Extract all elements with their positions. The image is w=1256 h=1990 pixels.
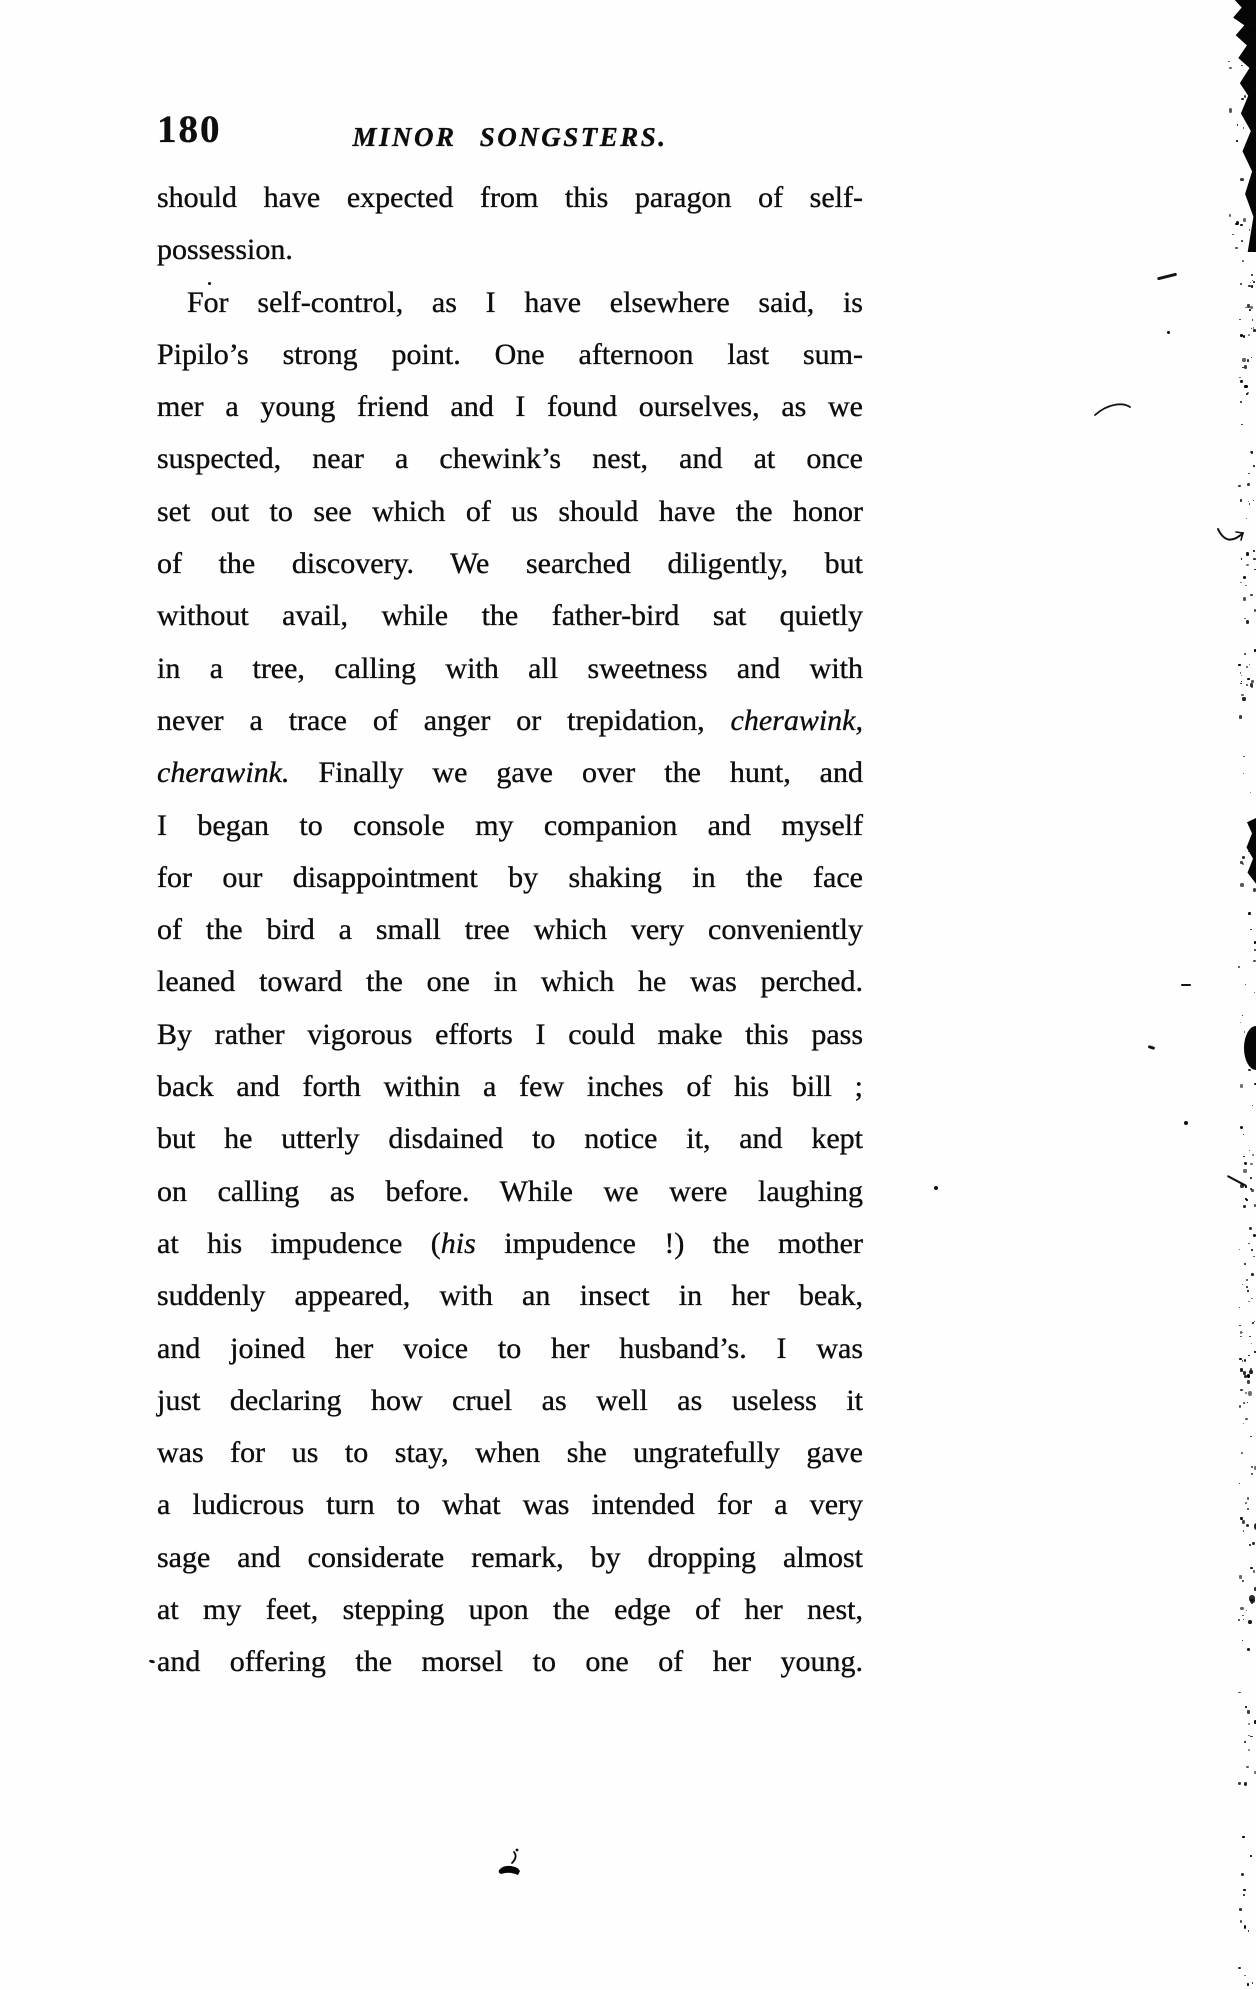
speck-artifact: [1243, 1423, 1244, 1425]
text-line: For self-control, as I have elsewhere said, is: [187, 285, 863, 319]
speck-artifact: [1243, 1889, 1245, 1891]
speck-artifact: [1253, 1256, 1256, 1258]
speck-artifact: [1249, 1055, 1252, 1057]
speck-artifact: [1236, 140, 1238, 142]
text-line: just declaring how cruel as well as useless it: [157, 1383, 863, 1417]
speck-artifact: [1240, 380, 1243, 383]
speck-artifact: [1253, 1570, 1255, 1573]
speck-artifact: [1239, 1405, 1241, 1408]
speck-artifact: [1247, 1380, 1250, 1383]
text-line: for our disappointment by shaking in the face: [157, 860, 863, 894]
speck-artifact: [1247, 1648, 1250, 1652]
speck-artifact: [1243, 756, 1245, 757]
speck-artifact: [1238, 1692, 1240, 1694]
speck-artifact: [1250, 1177, 1252, 1179]
speck-artifact: [1242, 1615, 1244, 1617]
text-line: never a trace of anger or trepidation, cherawink,: [157, 703, 863, 737]
speck-artifact: [1243, 1134, 1244, 1135]
speck-artifact: [1238, 1619, 1240, 1622]
speck-artifact: [1243, 576, 1246, 579]
text-line: of the discovery. We searched diligently, but: [157, 547, 863, 581]
speck-artifact: [1247, 1508, 1250, 1510]
text-line: suspected, near a chewink’s nest, and at once: [157, 442, 863, 476]
speck-artifact: [1240, 883, 1243, 887]
speck-artifact: [1184, 1121, 1188, 1125]
speck-artifact: [1241, 681, 1242, 682]
text-line: cherawink. Finally we gave over the hunt, and: [157, 756, 863, 790]
speck-artifact: [1251, 1249, 1253, 1251]
speck-artifact: [1240, 1084, 1243, 1088]
speck-artifact: [934, 1186, 938, 1190]
speck-artifact: [1250, 683, 1253, 687]
speck-artifact: [1253, 558, 1255, 560]
speck-artifact: [1242, 1015, 1243, 1016]
speck-artifact: [1240, 401, 1242, 403]
speck-artifact: [1253, 465, 1255, 467]
speck-artifact: [1238, 1782, 1241, 1785]
text-line: at my feet, stepping upon the edge of her nest,: [157, 1593, 863, 1627]
text-line: By rather vigorous efforts I could make this pass: [157, 1017, 863, 1051]
speck-artifact: [1245, 1418, 1248, 1420]
speck-artifact: [1229, 67, 1232, 70]
speck-artifact: [1243, 1530, 1245, 1532]
speck-artifact: [1242, 1284, 1243, 1285]
speck-artifact: [1246, 684, 1248, 686]
speck-artifact: [1249, 1150, 1251, 1151]
speck-artifact: [1242, 1520, 1245, 1524]
speck-artifact: [1246, 564, 1249, 567]
text-line: suddenly appeared, with an insect in her beak,: [157, 1279, 863, 1313]
speck-artifact: [1249, 1227, 1252, 1230]
speck-artifact: [1254, 1204, 1256, 1206]
speck-artifact: [1242, 697, 1245, 701]
speck-artifact: [1249, 503, 1251, 504]
speck-artifact: [1244, 1162, 1247, 1165]
text-line: possession.: [157, 233, 293, 267]
speck-artifact: [1246, 552, 1249, 556]
speck-artifact: [1243, 127, 1244, 129]
speck-artifact: [1248, 1723, 1250, 1726]
speck-artifact: [1240, 1022, 1241, 1024]
speck-artifact: [1240, 1389, 1243, 1392]
speck-artifact: [1247, 1290, 1250, 1292]
speck-artifact: [1251, 1343, 1253, 1344]
speck-artifact: [1247, 1402, 1248, 1403]
pencil-dash-artifact: [1157, 273, 1177, 280]
speck-artifact: [1245, 984, 1247, 985]
text-line: at his impudence (his impudence !) the mother: [157, 1226, 863, 1260]
speck-artifact: [1248, 334, 1250, 336]
speck-artifact: [1250, 594, 1253, 596]
speck-artifact: [1240, 178, 1243, 181]
speck-artifact: [1248, 501, 1250, 502]
speck-artifact: [1250, 282, 1251, 283]
speck-artifact: [1247, 483, 1250, 487]
speck-artifact: [1245, 1392, 1247, 1394]
speck-artifact: [1243, 335, 1245, 338]
speck-artifact: [1247, 1497, 1249, 1500]
speck-artifact: [1239, 1249, 1240, 1250]
speck-artifact: [1181, 984, 1191, 986]
speck-artifact: [1241, 694, 1244, 696]
speck-artifact: [1242, 260, 1244, 262]
speck-artifact: [1246, 1766, 1249, 1768]
ink-smudge-artifact: [497, 1848, 523, 1878]
speck-artifact: [1244, 1031, 1245, 1033]
text-line: and joined her voice to her husband’s. I was: [157, 1331, 863, 1365]
text-line: sage and considerate remark, by dropping almost: [157, 1540, 863, 1574]
speck-artifact: [1254, 992, 1255, 993]
speck-artifact: [1236, 221, 1239, 225]
speck-artifact: [1245, 1502, 1247, 1504]
speck-artifact: [1238, 664, 1241, 666]
text-line: of the bird a small tree which very conveniently: [157, 913, 863, 947]
speck-artifact: [149, 1659, 156, 1663]
speck-artifact: [1249, 1544, 1252, 1547]
speck-artifact: [1251, 1189, 1254, 1193]
speck-artifact: [1246, 518, 1247, 519]
speck-artifact: [1240, 1336, 1242, 1337]
speck-artifact: [1243, 1619, 1244, 1620]
speck-artifact: [1253, 281, 1256, 283]
speck-artifact: [1248, 1243, 1249, 1244]
speck-artifact: [1249, 229, 1250, 230]
speck-artifact: [1238, 485, 1241, 487]
text-line: I began to console my companion and myself: [157, 808, 863, 842]
speck-artifact: [1248, 851, 1249, 852]
speck-artifact: [1244, 1925, 1247, 1929]
speck-artifact: [1240, 283, 1242, 285]
speck-artifact: [1238, 1967, 1241, 1969]
speck-artifact: [1246, 1199, 1248, 1201]
speck-artifact: [1229, 108, 1232, 113]
speck-artifact: [1245, 585, 1247, 587]
speck-artifact: [1251, 1273, 1254, 1276]
speck-artifact: [1250, 1163, 1253, 1166]
speck-artifact: [1246, 1286, 1248, 1288]
speck-artifact: [1239, 319, 1241, 321]
speck-artifact: [1244, 1359, 1247, 1362]
speck-artifact: [1250, 792, 1252, 794]
speck-artifact: [1240, 1368, 1243, 1371]
pencil-curve-artifact: [1094, 402, 1132, 418]
speck-artifact: [1245, 307, 1247, 309]
text-line: but he utterly disdained to notice it, and kept: [157, 1122, 863, 1156]
speck-artifact: [1242, 1580, 1244, 1582]
speck-artifact: [1251, 274, 1253, 276]
speck-artifact: [1252, 1982, 1253, 1984]
speck-artifact: [1239, 1483, 1240, 1485]
text-line: a ludicrous turn to what was intended for a very: [157, 1488, 863, 1522]
speck-artifact: [1244, 385, 1247, 388]
speck-artifact: [1242, 1640, 1243, 1641]
speck-artifact: [1240, 1126, 1243, 1129]
speck-artifact: [1148, 1045, 1155, 1050]
speck-artifact: [1240, 672, 1241, 673]
speck-artifact: [1242, 1836, 1244, 1838]
page-header: [157, 110, 863, 170]
speck-artifact: [1244, 1782, 1247, 1786]
speck-artifact: [1254, 1351, 1256, 1353]
speck-artifact: [1251, 1466, 1253, 1468]
speck-artifact: [1240, 1920, 1243, 1923]
speck-artifact: [1248, 1930, 1250, 1932]
speck-artifact: [1243, 218, 1246, 222]
text-line: Pipilo’s strong point. One afternoon last sum-: [157, 337, 863, 371]
speck-artifact: [1229, 214, 1231, 217]
speck-artifact: [1244, 653, 1246, 655]
speck-artifact: [1228, 61, 1229, 62]
speck-artifact: [1241, 558, 1243, 560]
speck-artifact: [1244, 365, 1247, 369]
speck-artifact: [1244, 1263, 1247, 1265]
speck-artifact: [1243, 1205, 1246, 1208]
speck-artifact: [1244, 1741, 1246, 1743]
speck-artifact: [1245, 1706, 1247, 1708]
speck-artifact: [1242, 358, 1245, 362]
slant-stroke-artifact: [1227, 1175, 1247, 1187]
speck-artifact: [1253, 1234, 1256, 1237]
speck-artifact: [1252, 1105, 1253, 1106]
speck-artifact: [1243, 597, 1246, 601]
speck-artifact: [1240, 1607, 1244, 1610]
speck-artifact: [1251, 1473, 1254, 1475]
speck-artifact: [1232, 234, 1234, 235]
speck-artifact: [1249, 309, 1251, 311]
speck-artifact: [1250, 1855, 1252, 1857]
speck-artifact: [1247, 1983, 1249, 1986]
speck-artifact: [1237, 124, 1239, 126]
speck-artifact: [1247, 1374, 1250, 1378]
speck-artifact: [1242, 1360, 1243, 1362]
speck-artifact: [1251, 357, 1252, 358]
speck-artifact: [1246, 393, 1248, 395]
speck-artifact: [1246, 666, 1249, 668]
speck-artifact: [1241, 240, 1243, 242]
text-line: back and forth within a few inches of his bill ;: [157, 1070, 863, 1104]
hook-curve-artifact: [1216, 524, 1248, 552]
speck-artifact: [1238, 966, 1240, 968]
speck-artifact: [1240, 499, 1242, 502]
text-line: on calling as before. While we were laughing: [157, 1174, 863, 1208]
text-line: was for us to stay, when she ungratefully gave: [157, 1436, 863, 1470]
speck-artifact: [1240, 582, 1242, 584]
speck-artifact: [1252, 868, 1254, 869]
text-line: in a tree, calling with all sweetness and with: [157, 651, 863, 685]
text-line: set out to see which of us should have the honor: [157, 494, 863, 528]
speck-artifact: [1243, 773, 1244, 774]
speck-artifact: [1241, 65, 1243, 67]
speck-artifact: [1246, 620, 1249, 624]
text-line: leaned toward the one in which he was perched.: [157, 965, 863, 999]
speck-artifact: [1247, 121, 1250, 124]
speck-artifact: [1241, 1873, 1244, 1876]
speck-artifact: [1251, 1602, 1253, 1604]
speck-artifact: [1242, 856, 1245, 859]
speck-artifact: [1246, 1524, 1249, 1527]
speck-artifact: [1248, 1391, 1252, 1396]
speck-artifact: [1254, 569, 1256, 570]
speck-artifact: [1250, 1736, 1253, 1738]
speck-artifact: [1251, 285, 1254, 288]
speck-artifact: [1252, 319, 1253, 321]
text-line: without avail, while the father-bird sat quietly: [157, 599, 863, 633]
speck-artifact: [1251, 451, 1253, 454]
speck-artifact: [1246, 1279, 1249, 1281]
speck-artifact: [1248, 473, 1250, 474]
speck-artifact: [1253, 329, 1256, 331]
scan-edge-bulge-artifact: [1244, 1026, 1256, 1070]
speck-artifact: [1247, 359, 1249, 361]
speck-artifact: [1243, 1894, 1245, 1896]
speck-artifact: [1244, 95, 1246, 97]
speck-artifact: [1240, 683, 1242, 684]
speck-artifact: [1241, 675, 1242, 677]
speck-artifact: [1241, 1452, 1243, 1454]
speck-artifact: [208, 282, 211, 285]
speck-artifact: [1252, 1154, 1254, 1156]
speck-artifact: [1251, 1298, 1253, 1299]
speck-artifact: [1253, 500, 1255, 501]
speck-artifact: [1239, 715, 1242, 719]
speck-artifact: [1249, 30, 1252, 33]
speck-artifact: [1246, 1610, 1248, 1611]
speck-artifact: [1241, 424, 1243, 425]
speck-artifact: [1249, 1336, 1251, 1338]
running-title: MINOR SONGSTERS.: [352, 122, 668, 152]
speck-artifact: [1249, 16, 1251, 18]
speck-artifact: [1248, 1355, 1249, 1356]
scan-edge-bar-artifact: [1246, 818, 1256, 888]
speck-artifact: [1242, 863, 1244, 865]
speck-artifact: [1243, 1169, 1247, 1173]
speck-artifact: [1235, 247, 1238, 249]
speck-artifact: [1250, 1436, 1251, 1437]
speck-artifact: [1243, 1402, 1245, 1404]
text-line: mer a young friend and I found ourselves, as we: [157, 390, 863, 424]
speck-artifact: [1248, 1301, 1250, 1302]
speck-artifact: [1248, 912, 1250, 915]
speck-artifact: [1239, 1908, 1241, 1911]
speck-artifact: [1244, 618, 1246, 620]
speck-artifact: [1240, 1184, 1243, 1188]
speck-artifact: [1250, 306, 1253, 309]
speck-artifact: [1247, 678, 1250, 680]
speck-artifact: [1239, 1307, 1240, 1308]
speck-artifact: [1248, 1620, 1253, 1625]
speck-artifact: [1252, 1322, 1254, 1325]
scan-corner-blob-artifact: [1230, 0, 1256, 252]
speck-artifact: [1245, 1186, 1247, 1188]
speck-artifact: [1250, 929, 1252, 930]
speck-artifact: [1240, 224, 1243, 226]
body-text: [157, 172, 863, 1689]
speck-artifact: [1243, 1156, 1244, 1157]
speck-artifact: [1245, 1198, 1247, 1200]
speck-artifact: [1253, 550, 1256, 552]
speck-artifact: [1239, 1325, 1241, 1326]
text-line: should have expected from this paragon of self-: [157, 181, 863, 214]
page-number: 180: [157, 108, 222, 151]
speck-artifact: [1248, 1069, 1251, 1071]
speck-artifact: [1167, 331, 1170, 334]
speck-artifact: [1248, 1749, 1250, 1752]
speck-artifact: [1239, 377, 1241, 379]
speck-artifact: [1244, 1975, 1246, 1977]
speck-artifact: [1250, 1567, 1253, 1569]
speck-artifact: [1254, 1321, 1255, 1322]
speck-artifact: [1247, 1710, 1250, 1714]
speck-artifact: [1252, 1542, 1255, 1545]
speck-artifact: [1249, 664, 1250, 665]
text-line: and offering the morsel to one of her young.: [157, 1645, 863, 1679]
speck-artifact: [1239, 1575, 1242, 1579]
speck-artifact: [1241, 98, 1244, 100]
